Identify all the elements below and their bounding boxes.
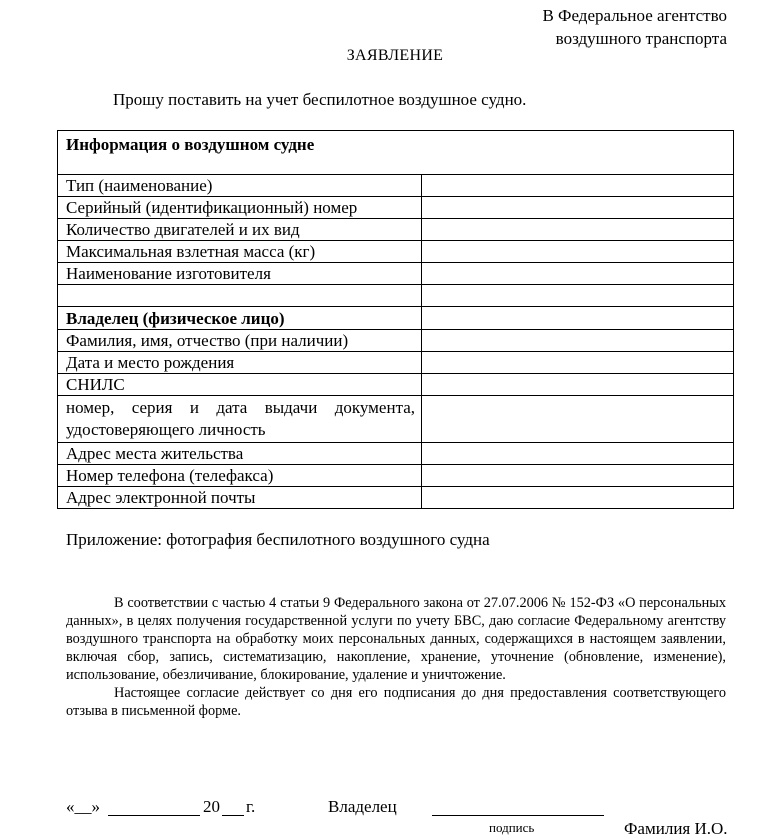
consent-block [66,594,726,720]
row-label: СНИЛС [58,374,422,396]
row-value-field[interactable] [422,487,734,509]
row-label: Тип (наименование) [58,175,422,197]
row-label: Наименование изготовителя [58,263,422,285]
row-label: номер, серия и дата выдачи документа, удостоверяющего личность [58,396,422,443]
row-value-field[interactable] [422,352,734,374]
owner-label: Владелец [328,797,397,816]
table-row [58,487,734,509]
row-value-field[interactable] [422,285,734,307]
row-value-field[interactable] [422,330,734,352]
date-year-prefix: 20 [203,797,220,816]
row-value-field[interactable] [422,263,734,285]
row-value-field[interactable] [422,465,734,487]
consent-paragraph-2: Настоящее согласие действует со дня его подписания до дня предоставления соответствующего отзыва в письменной форме. [66,685,726,719]
table-row [58,175,734,197]
request-text: Прошу поставить на учет беспилотное воздушное судно. [113,90,527,109]
addressee-line-1: В Федеральное агентство [542,6,727,25]
row-value-field[interactable] [422,374,734,396]
row-label: Количество двигателей и их вид [58,219,422,241]
table-row-empty [58,285,734,307]
row-value-field[interactable] [422,175,734,197]
table-row [58,241,734,263]
table-row [58,263,734,285]
section-title-owner: Владелец (физическое лицо) [58,307,422,330]
row-label: Адрес электронной почты [58,487,422,509]
row-label: Серийный (идентификационный) номер [58,197,422,219]
table-row [58,197,734,219]
table-row [58,352,734,374]
row-label: Адрес места жительства [58,443,422,465]
table-row [58,443,734,465]
row-value-field[interactable] [422,197,734,219]
date-day-field[interactable]: «__» [66,797,100,816]
row-value-field[interactable] [422,307,734,330]
date-year-suffix: г. [246,797,256,816]
signature-line[interactable] [432,815,604,816]
table-row [58,396,734,443]
table-row [58,330,734,352]
consent-paragraph-1: В соответствии с частью 4 статьи 9 Федерального закона от 27.07.2006 № 152-ФЗ «О персональных данных», в целях получения государственной услуги по учету БВС, даю согласие Федеральному агентству воздушного транспорта на обработку моих персональных данных, содержащихся в настоящем заявлении, включая сбор, запись, систематизацию, накопление, хранение, уточнение (обновление, изменение), использование, обезличивание, блокирование, удаление и уничтожение. [66,595,726,683]
row-value-field[interactable] [422,241,734,263]
date-year-line[interactable] [222,815,244,816]
date-month-line[interactable] [108,815,200,816]
row-label: Номер телефона (телефакса) [58,465,422,487]
row-label: Фамилия, имя, отчество (при наличии) [58,330,422,352]
addressee-block [427,4,727,50]
section-header-owner [58,307,734,330]
row-label-empty [58,285,422,307]
row-label: Максимальная взлетная масса (кг) [58,241,422,263]
signature-caption: подпись [489,820,535,835]
row-label: Дата и место рождения [58,352,422,374]
appendix-note: Приложение: фотография беспилотного воздушного судна [66,530,490,549]
table-row [58,219,734,241]
section-header-aircraft [58,131,734,175]
addressee-line-2: воздушного транспорта [555,29,727,48]
registration-table [57,130,734,509]
section-title-aircraft: Информация о воздушном судне [58,131,734,175]
table-row [58,374,734,396]
row-value-field[interactable] [422,219,734,241]
document-title: ЗАЯВЛЕНИЕ [346,47,444,64]
row-value-field[interactable] [422,443,734,465]
name-placeholder: Фамилия И.О. [624,819,728,838]
table-row [58,465,734,487]
row-value-field[interactable] [422,396,734,443]
